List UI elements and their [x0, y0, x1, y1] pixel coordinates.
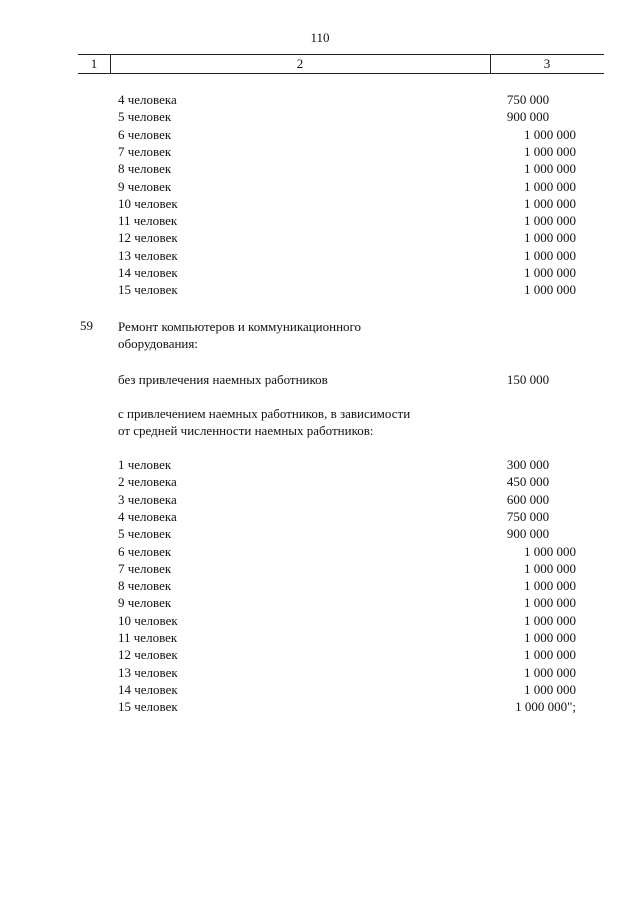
row-label: 11 человек [118, 630, 178, 645]
row-value: 1 000 000 [524, 247, 576, 263]
row-value: 1 000 000 [524, 126, 576, 142]
with-hire-line-1: с привлечением наемных работников, в зависимости [118, 406, 411, 421]
row-label: 7 человек [118, 560, 172, 576]
no-hire-value: 150 000 [506, 372, 550, 387]
row-value: 1 000 000 [524, 195, 576, 211]
header-col-2: 2 [296, 56, 304, 71]
row-value: 1 000 000 [524, 630, 576, 645]
no-hire-label: без привлечения наемных работников [118, 372, 328, 387]
row-label: 15 человек [118, 699, 178, 715]
row-value: 1 000 000 [524, 161, 576, 177]
row-value: 750 000 [506, 92, 550, 107]
row-label: 8 человек [118, 578, 172, 594]
row-value: 1 000 000 [524, 282, 576, 298]
page-number: 110 [310, 30, 330, 45]
row-label: 1 человек [118, 457, 172, 472]
row-value: 600 000 [506, 491, 550, 507]
row-label: 11 человек [118, 213, 178, 229]
row-value: 1 000 000 [524, 681, 576, 697]
row-label: 2 человека [118, 474, 177, 490]
row-label: 4 человека [118, 508, 177, 524]
row-value: 750 000 [506, 508, 550, 524]
row-value: 900 000 [506, 526, 550, 542]
row-label: 12 человек [118, 647, 178, 663]
row-label: 5 человек [118, 109, 172, 125]
item-title-line-2: оборудования: [118, 336, 198, 351]
row-value: 300 000 [506, 457, 550, 472]
row-label: 10 человек [118, 195, 178, 211]
row-value: 450 000 [506, 474, 550, 490]
row-label: 8 человек [118, 161, 172, 177]
row-value: 1 000 000 [524, 178, 576, 194]
row-value: 1 000 000 [524, 664, 576, 680]
row-value: 1 000 000 [524, 543, 576, 559]
item-title-line-1: Ремонт компьютеров и коммуникационного [118, 319, 362, 334]
row-value: 1 000 000 [524, 230, 576, 246]
row-label: 7 человек [118, 143, 172, 159]
row-label: 9 человек [118, 595, 172, 611]
row-label: 10 человек [118, 612, 178, 628]
row-value: 1 000 000 [524, 647, 576, 663]
header-bottom-rule [78, 73, 604, 74]
row-label: 3 человека [118, 491, 177, 507]
row-value: 1 000 000 [524, 595, 576, 611]
row-label: 14 человек [118, 681, 178, 697]
with-hire-line-2: от средней численности наемных работников: [118, 423, 374, 438]
row-value: 1 000 000 [524, 578, 576, 594]
header-col-1: 1 [90, 56, 98, 71]
row-value: 900 000 [506, 109, 550, 125]
row-label: 15 человек [118, 282, 178, 298]
row-label: 13 человек [118, 247, 178, 263]
row-value: 1 000 000 [524, 213, 576, 229]
row-label: 12 человек [118, 230, 178, 246]
row-value: 1 000 000 [524, 612, 576, 628]
row-label: 5 человек [118, 526, 172, 542]
row-value: 1 000 000 [524, 265, 576, 280]
row-label: 14 человек [118, 265, 178, 280]
row-value: 1 000 000 [524, 143, 576, 159]
header-col-3: 3 [543, 56, 551, 71]
row-label: 6 человек [118, 126, 172, 142]
row-label: 4 человека [118, 92, 177, 107]
header-top-rule [78, 54, 604, 55]
row-value: 1 000 000 [524, 560, 576, 576]
row-label: 13 человек [118, 664, 178, 680]
item-number: 59 [80, 318, 93, 333]
row-label: 9 человек [118, 178, 172, 194]
row-value: 1 000 000"; [515, 699, 576, 715]
row-label: 6 человек [118, 543, 172, 559]
